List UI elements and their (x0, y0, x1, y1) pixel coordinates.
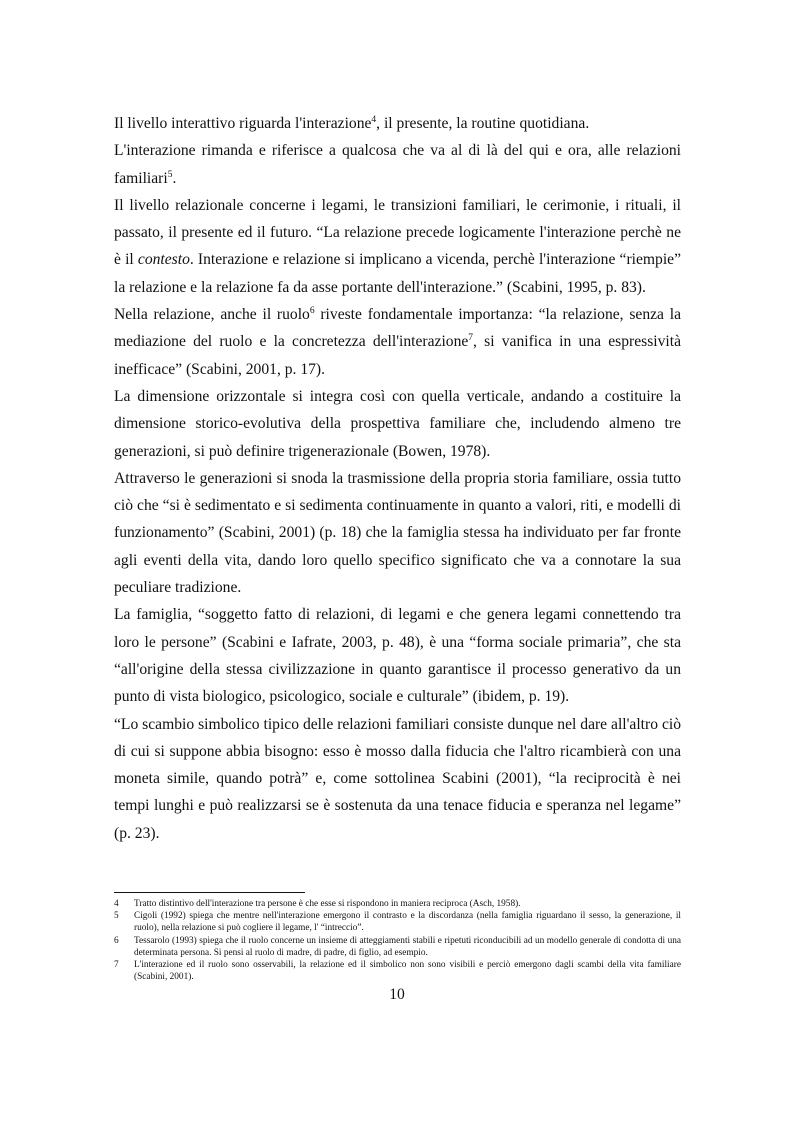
text-run: Il livello relazionale concerne i legami, le transizioni familiari, le cerimonie, i rituali, il passato, il presente ed il futuro. “La relazione precede logicamente l'interazione perchè ne è il (114, 196, 681, 269)
paragraph (114, 465, 681, 601)
footnotes (114, 898, 681, 983)
text-run: . Interazione e relazione si implicano a vicenda, perchè l'interazione “riempie” la relazione e la relazione fa da asse portante dell'interazione.” (Scabini, 1995, p. 83). (114, 251, 682, 296)
text-run: riveste fondamentale importanza: “la relazione, senza la mediazione del ruolo e la concretezza dell'interazione (114, 306, 681, 351)
text-run: Attraverso le generazioni si snoda la trasmissione della propria storia familiare, ossia tutto ciò che “si è sedimentato e si sedimenta continuamente in quanto a valori, riti, e modelli di funzionamento” (Scabini, 2001) (p. 18) che la famiglia stessa ha individuato per far fronte agli eventi della vita, dando loro quello specifico significato che va a connotare la sua peculiare tradizione. (114, 469, 681, 597)
paragraph (114, 192, 681, 301)
footnote (114, 935, 681, 959)
footnote (114, 959, 681, 983)
text-run: . (172, 169, 177, 187)
text-run: Il livello interattivo riguarda l'interazione (114, 115, 372, 132)
page-number: 10 (389, 986, 405, 1003)
footnote (114, 898, 681, 910)
footnote-ref: 6 (309, 305, 315, 316)
text-run: , si vanifica in una espressività inefficace” (Scabini, 2001, p. 17). (114, 333, 681, 378)
footnote-ref: 5 (167, 169, 173, 180)
footnote-number: 6 (114, 935, 119, 946)
paragraph (114, 110, 681, 137)
paragraph (114, 601, 681, 710)
text-run: La dimensione orizzontale si integra così con quella verticale, andando a costituire la dimensione storico-evolutiva della prospettiva familiare che, includendo almeno tre generazioni, si può definire trigenerazionale (Bowen, 1978). (114, 387, 681, 460)
text-run: , il presente, la routine quotidiana. (376, 115, 590, 132)
paragraph (114, 137, 681, 192)
footnote-text: Tratto distintivo dell'interazione tra persone è che esse si rispondono in maniera reciproca (Asch, 1958). (134, 899, 521, 909)
footnote-ref: 4 (371, 114, 377, 125)
text-run: L'interazione rimanda e riferisce a qualcosa che va al di là del qui e ora, alle relazioni familiari (114, 142, 681, 187)
footnote-separator (114, 892, 305, 893)
text-run: “Lo scambio simbolico tipico delle relazioni familiari consiste dunque nel dare all'altro ciò di cui si suppone abbia bisogno: esso è mosso dalla fiducia che l'altro ricambierà con una moneta simile, quando potrà” e, come sottolinea Scabini (2001), “la reciprocità è nei tempi lunghi e può realizzarsi se è sostenuta da una tenace fiducia e speranza nel legame” (p. 23). (114, 715, 681, 842)
footnote-text: Cigoli (1992) spiega che mentre nell'interazione emergono il contrasto e la discordanza (nella famiglia riguardano il sesso, la generazione, il ruolo), nella relazione si può cogliere il legame, l' “intreccio”. (134, 911, 681, 934)
paragraph (114, 711, 681, 847)
paragraph (114, 383, 681, 465)
text-run: Nella relazione, anche il ruolo (114, 306, 310, 324)
footnote-number: 5 (114, 911, 119, 922)
footnote (114, 910, 681, 934)
body-text (114, 110, 681, 847)
footnote-text: L'interazione ed il ruolo sono osservabili, la relazione ed il simbolico non sono visibili e perciò emergono dagli scambi della vita familiare (Scabini, 2001). (134, 960, 681, 983)
italic-text: contesto (137, 251, 190, 269)
footnote-text: Tessarolo (1993) spiega che il ruolo concerne un insieme di atteggiamenti stabili e ripetuti riconducibili ad un modello generale di condotta di una determinata persona. Si pensi al ruolo di madre, di padre, di figlio, ad esempio. (134, 935, 681, 958)
paragraph (114, 301, 681, 383)
text-run: La famiglia, “soggetto fatto di relazioni, di legami e che genera legami connettendo tra loro le persone” (Scabini e Iafrate, 2003, p. 48), è una “forma sociale primaria”, che sta “all'origine della stessa civilizzazione in quanto garantisce il processo generativo da un punto di vista biologico, psicologico, sociale e culturale” (ibidem, p. 19). (114, 606, 681, 706)
footnote-number: 4 (114, 899, 119, 909)
footnote-ref: 7 (468, 333, 474, 344)
footnote-number: 7 (114, 960, 119, 971)
